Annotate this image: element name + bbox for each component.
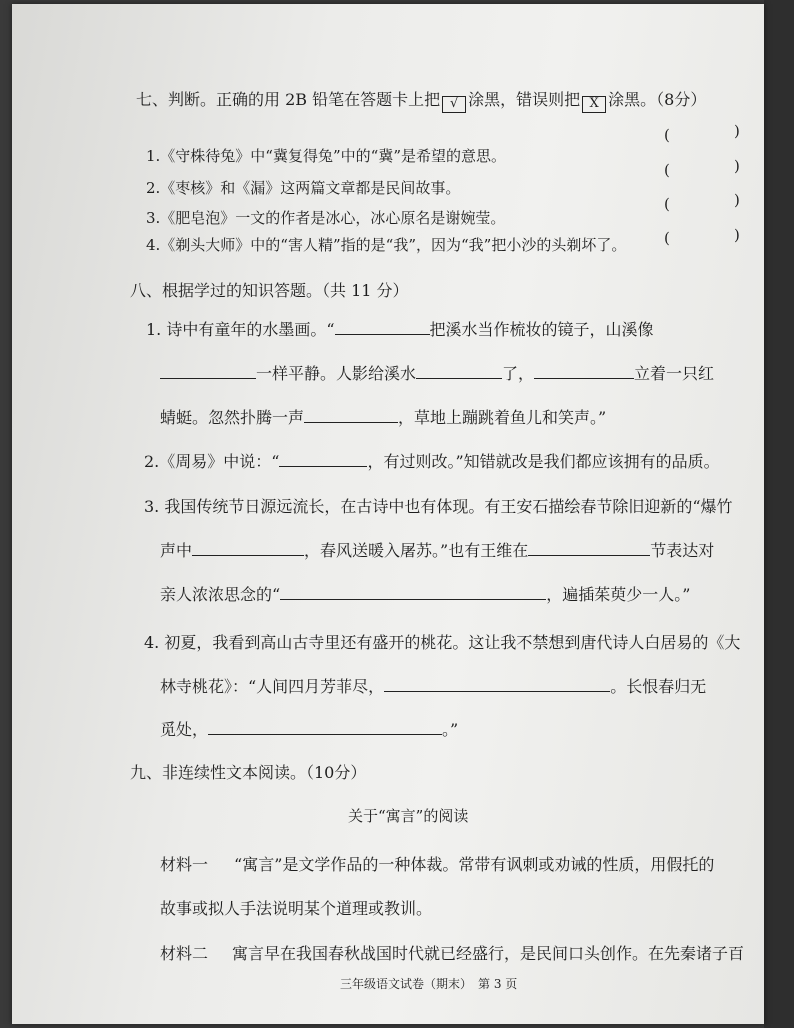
q1-line-3: 蜻蜓。忽然扑腾一声 ，草地上蹦跳着鱼儿和笑声。” xyxy=(160,408,607,427)
q1-line-1: 1. 诗中有童年的水墨画。“ 把溪水当作梳妆的镜子，山溪像 xyxy=(146,320,654,339)
answer-paren-open: ( xyxy=(664,229,670,247)
section-8-heading: 八、根据学过的知识答题。（共 11 分） xyxy=(130,281,409,300)
material-1-line-2: 故事或拟人手法说明某个道理或教训。 xyxy=(160,899,433,918)
fill-blank[interactable] xyxy=(280,585,546,600)
answer-paren-close: ) xyxy=(734,191,740,209)
q4-line-2: 林寺桃花》：“人间四月芳菲尽， 。长恨春归无 xyxy=(160,677,707,696)
section-7-heading: 七、判断。正确的用 2B 铅笔在答题卡上把 √ 涂黑，错误则把 X 涂黑。（8分） xyxy=(136,90,707,111)
q3-line-2: 声中 ，春风送暖入屠苏。”也有王维在 节表达对 xyxy=(160,541,715,560)
fill-blank[interactable] xyxy=(304,408,398,423)
reading-title: 关于“寓言”的阅读 xyxy=(348,807,469,825)
check-box-icon: √ xyxy=(442,96,466,113)
fill-blank[interactable] xyxy=(160,364,256,379)
fill-blank[interactable] xyxy=(534,364,634,379)
judge-item-3: 3.《肥皂泡》一文的作者是冰心，冰心原名是谢婉莹。 xyxy=(146,209,506,227)
fill-blank[interactable] xyxy=(335,320,430,335)
fill-blank[interactable] xyxy=(384,677,610,692)
q3-line-1: 3. 我国传统节日源远流长，在古诗中也有体现。有王安石描绘春节除旧迎新的“爆竹 xyxy=(144,497,733,516)
fill-blank[interactable] xyxy=(192,541,304,556)
cross-box-icon: X xyxy=(582,96,606,113)
fill-blank[interactable] xyxy=(208,720,442,735)
judge-item-4: 4.《剃头大师》中的“害人精”指的是“我”，因为“我”把小沙的头剃坏了。 xyxy=(146,236,627,254)
page-footer: 三年级语文试卷（期末） 第 3 页 xyxy=(340,977,518,991)
q4-line-1: 4. 初夏，我看到高山古寺里还有盛开的桃花。这让我不禁想到唐代诗人白居易的《大 xyxy=(144,633,741,652)
material-1-line-1: 材料一 “寓言”是文学作品的一种体裁。常带有讽刺或劝诫的性质，用假托的 xyxy=(160,855,715,874)
q4-line-3: 觅处， 。” xyxy=(160,720,459,739)
material-2-line-1: 材料二 寓言早在我国春秋战国时代就已经盛行，是民间口头创作。在先秦诸子百 xyxy=(160,944,745,963)
judge-item-1: 1.《守株待兔》中“冀复得兔”中的“冀”是希望的意思。 xyxy=(146,147,506,165)
judge-item-2: 2.《枣核》和《漏》这两篇文章都是民间故事。 xyxy=(146,179,461,197)
q1-line-2: 一样平静。人影给溪水 了， 立着一只红 xyxy=(160,364,714,384)
q2-line: 2.《周易》中说：“ ，有过则改。”知错就改是我们都应该拥有的品质。 xyxy=(144,452,720,471)
answer-paren-close: ) xyxy=(734,157,740,175)
answer-paren-open: ( xyxy=(664,126,670,144)
section-9-heading: 九、非连续性文本阅读。（10分） xyxy=(130,763,367,782)
background-edge xyxy=(764,0,794,1028)
fill-blank[interactable] xyxy=(279,452,367,467)
answer-paren-open: ( xyxy=(664,161,670,179)
answer-paren-open: ( xyxy=(664,195,670,213)
fill-blank[interactable] xyxy=(416,364,502,379)
q3-line-3: 亲人浓浓思念的“ ，遍插茱萸少一人。” xyxy=(160,585,691,604)
answer-paren-close: ) xyxy=(734,122,740,140)
answer-paren-close: ) xyxy=(734,226,740,244)
fill-blank[interactable] xyxy=(528,541,650,556)
